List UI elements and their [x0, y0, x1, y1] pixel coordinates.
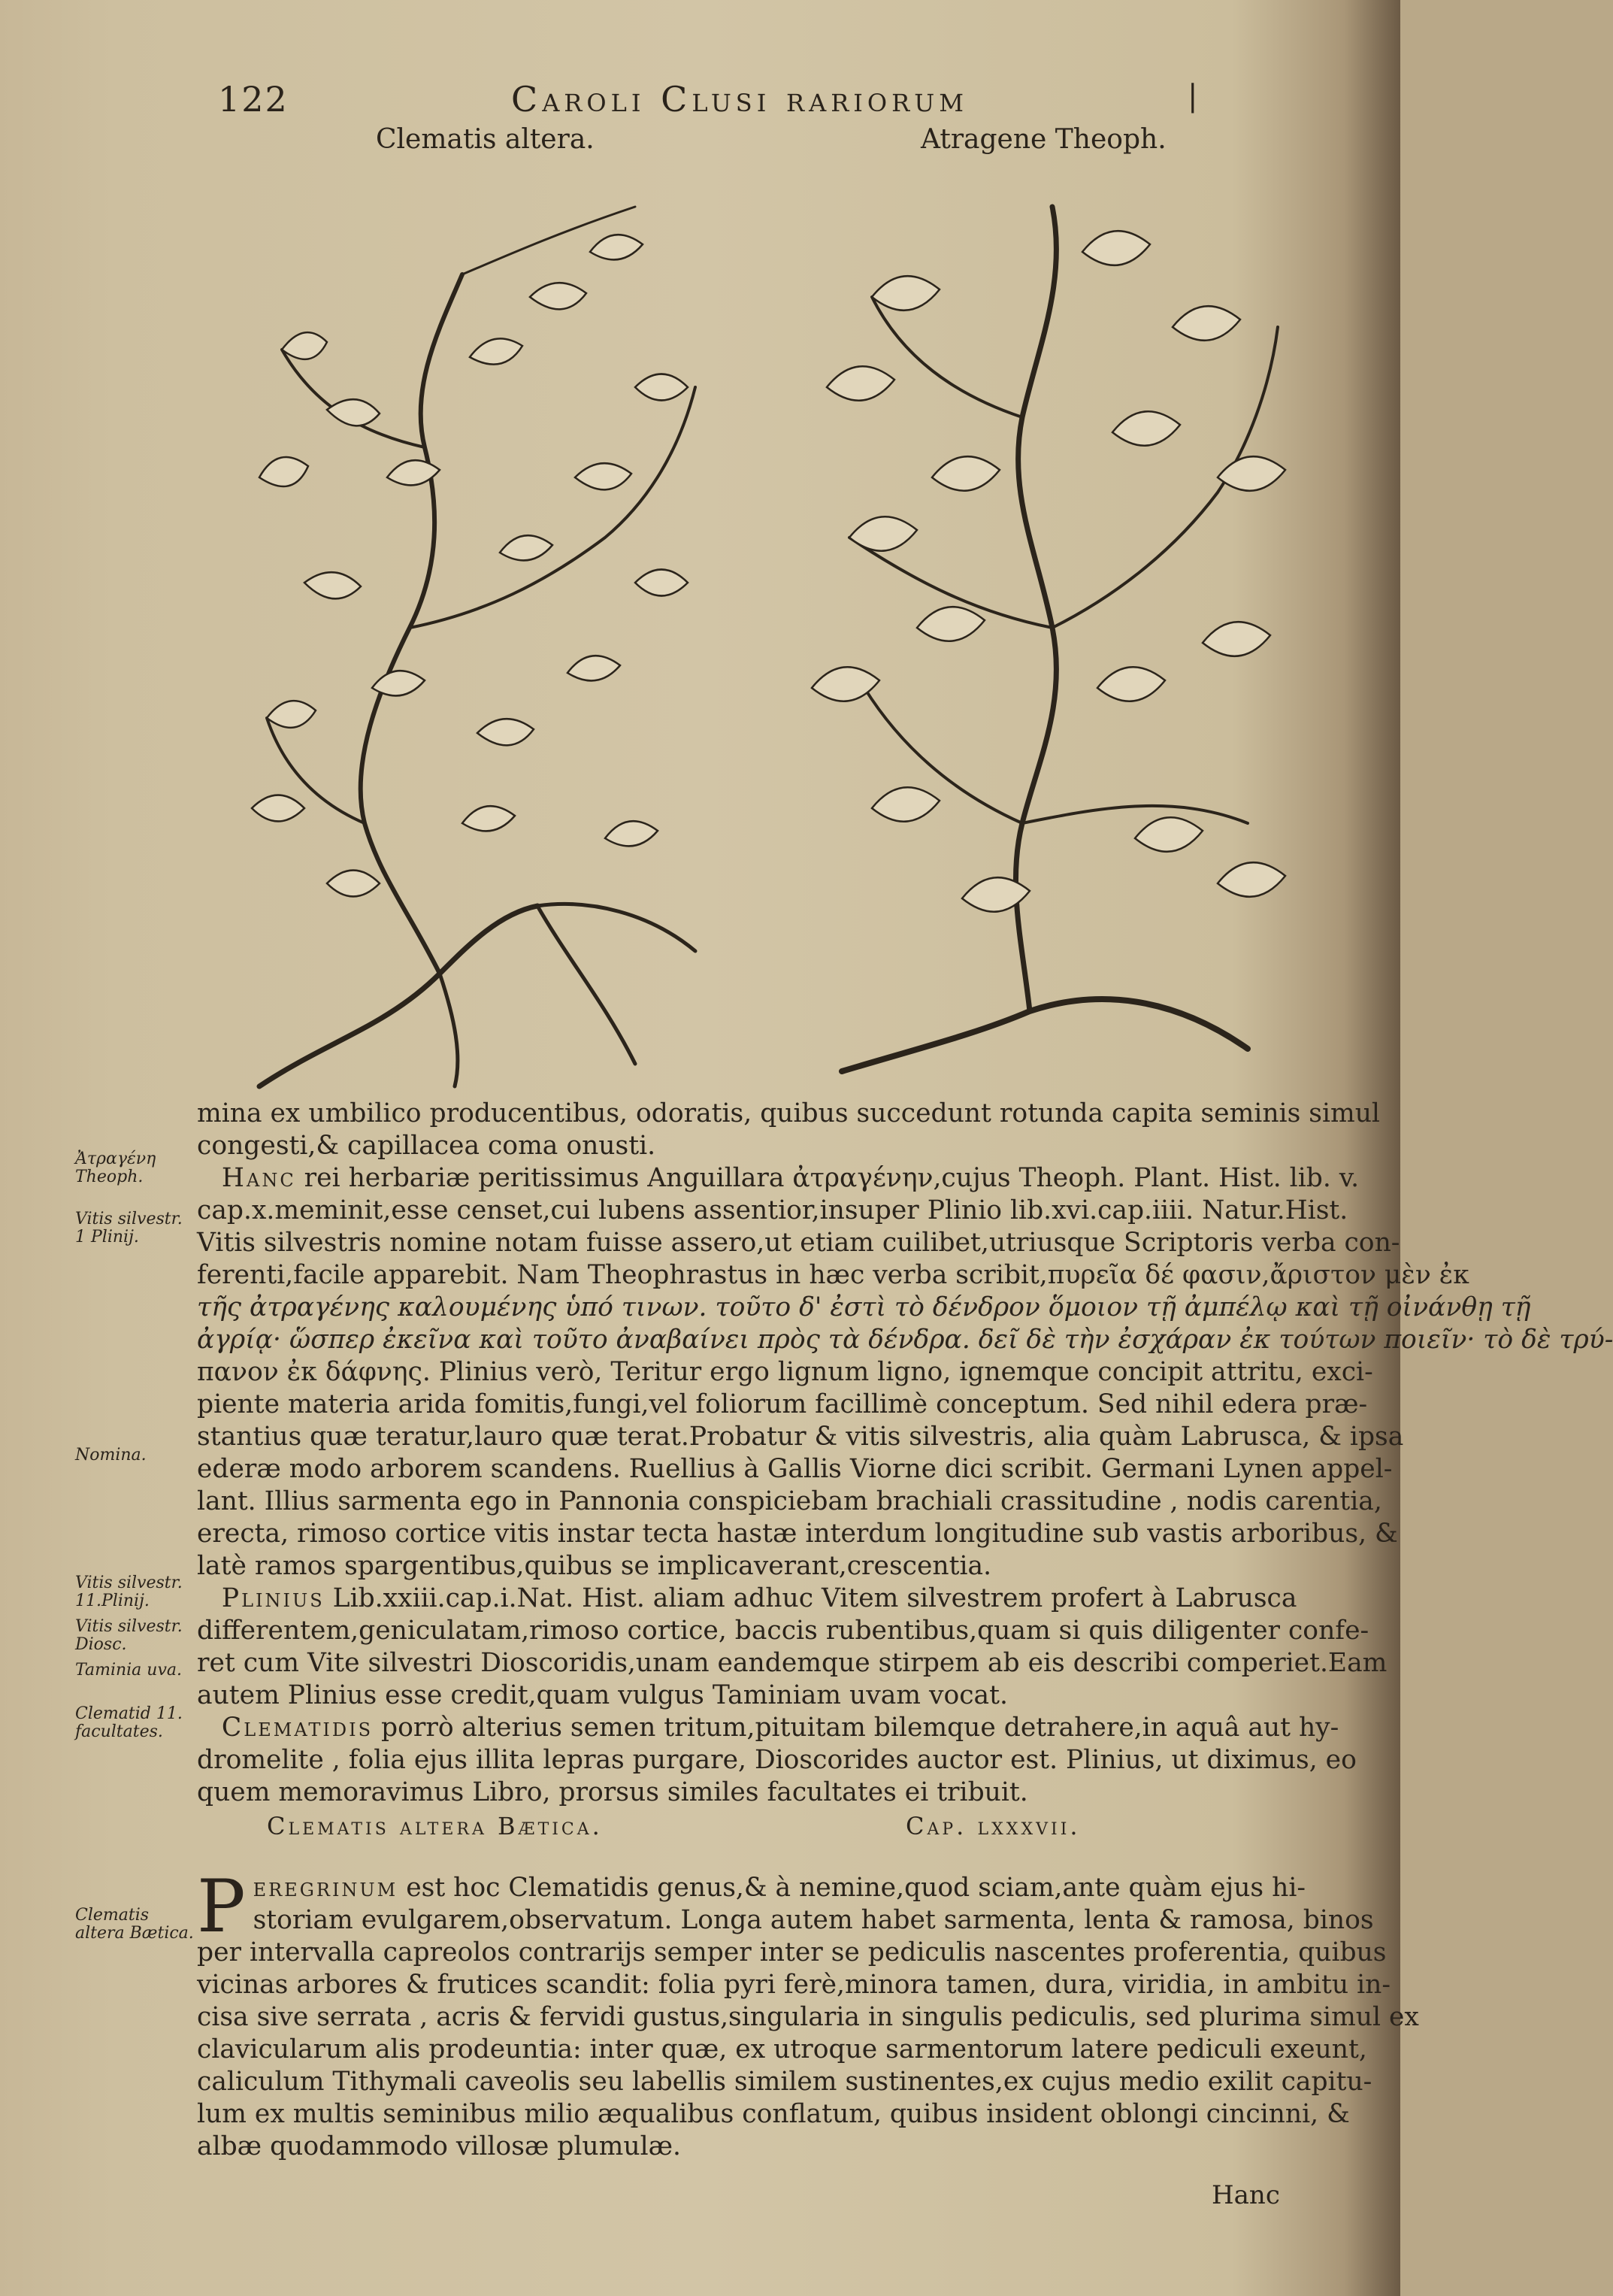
text-run: porrò alterius semen tritum,pituitam bilemque detrahere,in aquâ aut hy- — [373, 1713, 1339, 1743]
text-line: ret cum Vite silvestri Dioscoridis,unam eandemque stirpem ab eis describi comperiet.Eam — [197, 1648, 1388, 1678]
corner-mark: | — [1188, 79, 1198, 114]
chapter-number: Cap. lxxxvii. — [906, 1812, 1081, 1840]
clematis-altera-woodcut — [214, 162, 725, 1090]
text-line: lum ex multis seminibus milio æqualibus conflatum, quibus insident oblongi cincinni, & — [197, 2099, 1350, 2129]
text-run: est hoc Clematidis genus,& à nemine,quod sciam,ante quàm ejus hi- — [398, 1873, 1306, 1903]
text-line — [197, 1712, 1339, 1744]
text-line: ederæ modo arborem scandens. Ruellius à Gallis Viorne dici scribit. Germani Lynen appel- — [197, 1454, 1393, 1484]
text-line: mina ex umbilico producentibus, odoratis, quibus succedunt rotunda capita seminis simul — [197, 1098, 1380, 1128]
margin-note: Taminia uva. — [75, 1661, 183, 1680]
figure-caption-right: Atragene Theoph. — [921, 124, 1167, 155]
text-line: congesti,& capillacea coma onusti. — [197, 1131, 656, 1161]
text-line: τῆς ἀτραγένης καλουμένης ὑπό τινων. τοῦτο δ' ἐστὶ τὸ δένδρον ὅμοιον τῇ ἀμπέλῳ καὶ τῇ οἰνάνθῃ τῇ — [197, 1292, 1531, 1322]
page-number: 122 — [218, 79, 289, 120]
text-line: cap.x.meminit,esse censet,cui lubens assentior,insuper Plinio lib.xvi.cap.iiii. Natur.Hist. — [197, 1195, 1348, 1225]
text-line: latè ramos spargentibus,quibus se implicaverant,crescentia. — [197, 1551, 992, 1581]
text-run: Lib.xxiii.cap.i.Nat. Hist. aliam adhuc Vitem silvestrem profert à Labrusca — [324, 1583, 1297, 1613]
text-line: clavicularum alis prodeuntia: inter quæ, ex utroque sarmentorum latere pediculi exeunt, — [197, 2034, 1367, 2064]
atragene-woodcut — [782, 162, 1308, 1090]
body-text — [197, 1098, 1613, 1809]
text-line: caliculum Tithymali caveolis seu labellis similem sustinentes,ex cujus medio exilit capitu- — [197, 2067, 1372, 2097]
text-line: ferenti,facile apparebit. Nam Theophrastus in hæc verba scribit,πυρεῖα δέ φασιν,ἄριστον μὲν ἐκ — [197, 1260, 1469, 1290]
text-line: albæ quodammodo villosæ plumulæ. — [197, 2131, 681, 2161]
margin-note: Clematid 11. facultates. — [75, 1704, 183, 1741]
running-head: Caroli Clusi rariorum — [511, 79, 968, 120]
margin-note: Vitis silvestr. 11.Plinij. — [75, 1574, 183, 1610]
paragraph-lead: Hanc — [221, 1163, 296, 1193]
text-line: quem memoravimus Libro, prorsus similes facultates ei tribuit. — [197, 1777, 1028, 1807]
text-line: πανον ἐκ δάφνης. Plinius verò, Teritur ergo lignum ligno, ignemque concipit attritu, exci- — [197, 1357, 1373, 1387]
text-line: per intervalla capreolos contrarijs semper inter se pediculis nascentes proferentia, quibus — [197, 1937, 1387, 1967]
margin-note: Clematis altera Bætica. — [75, 1906, 194, 1943]
catchword: Hanc — [1212, 2180, 1280, 2210]
margin-note: Nomina. — [75, 1446, 147, 1465]
margin-note: Vitis silvestr. 1 Plinij. — [75, 1210, 183, 1246]
text-line: erecta, rimoso cortice vitis instar tecta hastæ interdum longitudine sub vastis arboribus, & — [197, 1519, 1398, 1549]
text-line — [197, 1162, 1360, 1195]
paragraph-lead: eregrinum — [253, 1873, 398, 1903]
chapter-heading: Clematis altera Bætica. — [267, 1812, 603, 1840]
margin-note: Ἀτραγένη Theoph. — [75, 1150, 156, 1186]
text-line: cisa sive serrata , acris & fervidi gustus,singularia in singulis pediculis, sed plurima simul ex — [197, 2002, 1419, 2032]
text-line: Vitis silvestris nomine notam fuisse assero,ut etiam cuilibet,utriusque Scriptoris verba con- — [197, 1228, 1400, 1258]
text-line: vicinas arbores & frutices scandit: folia pyri ferè,minora tamen, dura, viridia, in ambitu in- — [197, 1970, 1391, 2000]
text-line: dromelite , folia ejus illita lepras purgare, Dioscorides auctor est. Plinius, ut diximus, eo — [197, 1745, 1357, 1775]
margin-note: Vitis silvestr. Diosc. — [75, 1617, 183, 1654]
figure-caption-left: Clematis altera. — [376, 124, 595, 155]
drop-cap: P — [197, 1864, 246, 1949]
page-header — [218, 79, 1203, 124]
paragraph-lead: Plinius — [221, 1583, 325, 1613]
text-line: ἀγρίᾳ· ὥσπερ ἐκεῖνα καὶ τοῦτο ἀναβαίνει πρὸς τὰ δένδρα. δεῖ δὲ τὴν ἐσχάραν ἐκ τούτων ποιεῖν· τὸ δὲ τρύ- — [197, 1325, 1613, 1355]
text-line — [197, 1583, 1297, 1615]
text-run: rei herbariæ peritissimus Anguillara ἀτραγένην,cujus Theoph. Plant. Hist. lib. v. — [295, 1163, 1360, 1193]
text-line: piente materia arida fomitis,fungi,vel foliorum facillimè conceptum. Sed nihil edera præ- — [197, 1389, 1368, 1419]
chapter-body-text — [197, 1864, 1419, 2163]
text-line: lant. Illius sarmenta ego in Pannonia conspiciebam brachiali crassitudine , nodis carentia, — [197, 1486, 1382, 1516]
text-line: stantius quæ teratur,lauro quæ terat.Probatur & vitis silvestris, alia quàm Labrusca, & ipsa — [197, 1422, 1404, 1452]
paragraph-lead: Clematidis — [221, 1713, 374, 1743]
text-line — [197, 1872, 1306, 1904]
text-line: autem Plinius esse credit,quam vulgus Taminiam uvam vocat. — [197, 1680, 1008, 1710]
text-line: differentem,geniculatam,rimoso cortice, baccis rubentibus,quam si quis diligenter confe- — [197, 1616, 1369, 1646]
text-line: storiam evulgarem,observatum. Longa autem habet sarmenta, lenta & ramosa, binos — [253, 1905, 1374, 1935]
